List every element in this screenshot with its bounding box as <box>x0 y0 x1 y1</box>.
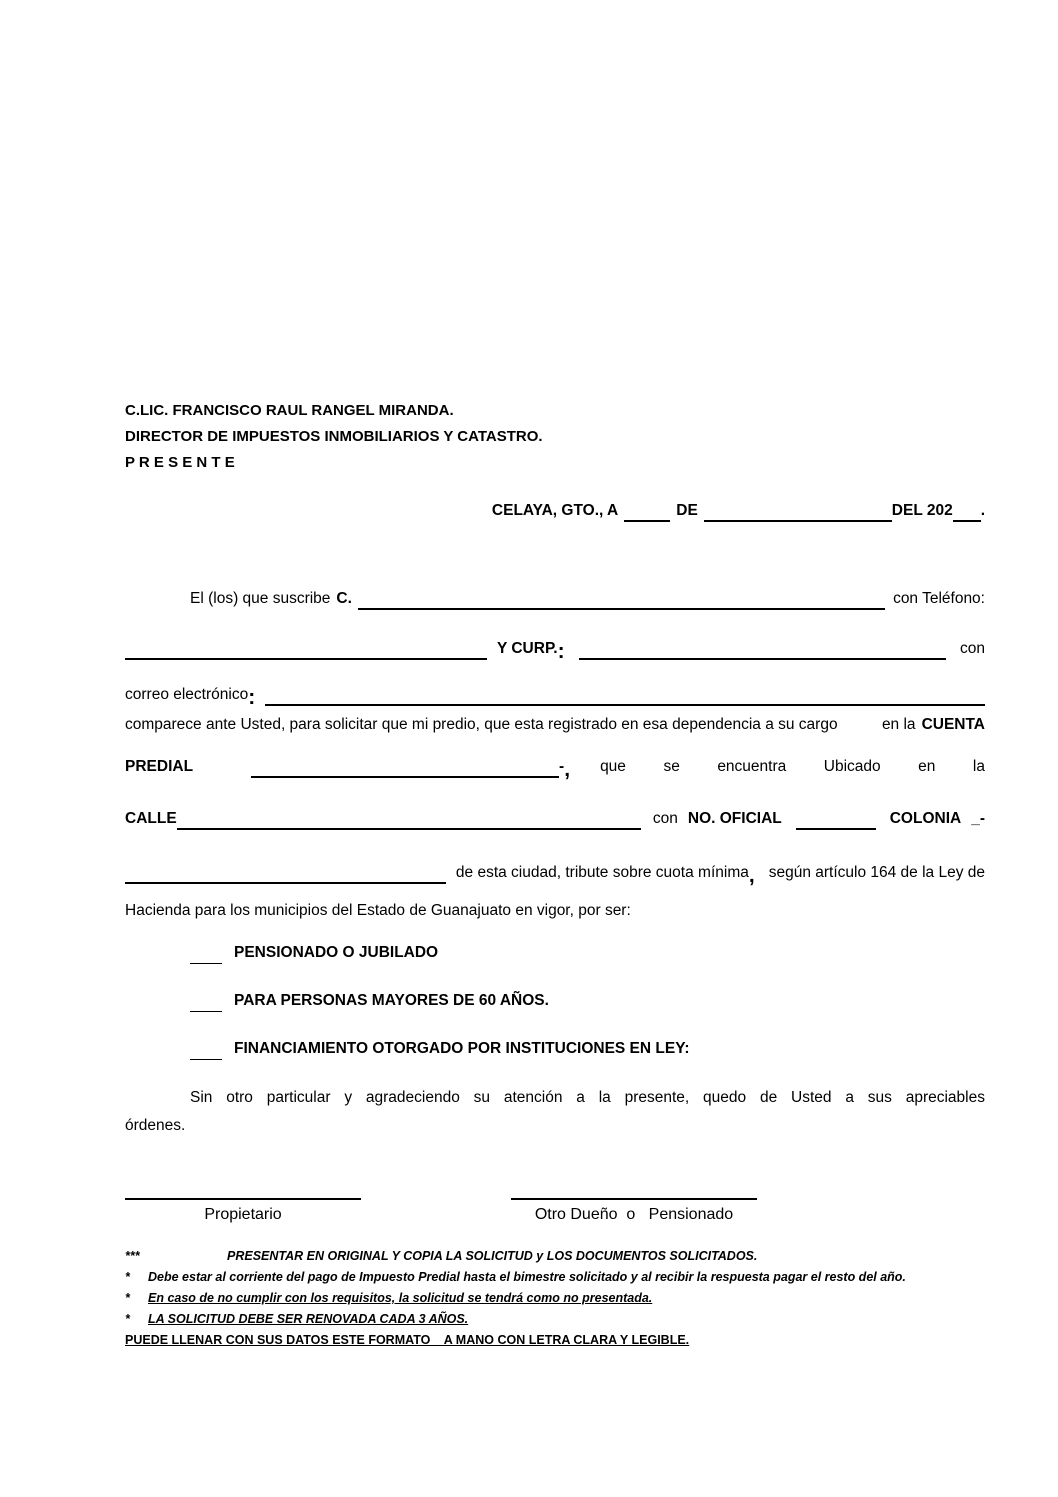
suscribe-text: El (los) que suscribe <box>190 590 331 607</box>
footnote-3-text: En caso de no cumplir con los requisitos, la solicitud se tendrá como no presentada. <box>148 1291 653 1305</box>
word-que: que <box>600 758 626 775</box>
c-label: C. <box>336 590 352 607</box>
signature-line-2 <box>511 1198 757 1200</box>
predial-word: PREDIAL <box>125 758 194 775</box>
recipient-title: DIRECTOR DE IMPUESTOS INMOBILIARIOS Y CATASTRO. <box>125 428 543 445</box>
word-encuentra: encuentra <box>717 758 787 775</box>
date-year-text: DEL 202 <box>891 502 953 519</box>
footnote-2 <box>125 1267 985 1288</box>
date-period: . <box>980 502 985 519</box>
signature-label-1: Propietario <box>204 1206 282 1223</box>
predial-dash: - <box>559 758 565 775</box>
curp-colon: : <box>557 640 565 663</box>
email-blank <box>265 687 985 706</box>
signature-propietario <box>125 1198 361 1224</box>
calle-line <box>125 808 985 830</box>
colonia-word: COLONIA <box>889 810 962 827</box>
hacienda-text: Hacienda para los municipios del Estado de Guanajuato en vigor, por ser: <box>125 902 631 919</box>
colonia-blank <box>125 865 446 884</box>
correo-colon: : <box>248 686 256 709</box>
con-word: con <box>960 640 985 657</box>
numero-oficial-blank <box>796 811 876 830</box>
cuenta-predial-blank <box>251 759 559 778</box>
signature-line-1 <box>125 1198 361 1200</box>
cuenta-word: CUENTA <box>921 716 985 733</box>
comparece-text: comparece ante Usted, para solicitar que mi predio, que esta registrado en esa dependencia a su cargo <box>125 716 838 733</box>
request-line <box>125 714 985 736</box>
footnote-1-text: PRESENTAR EN ORIGINAL Y COPIA LA SOLICITUD y LOS DOCUMENTOS SOLICITADOS. <box>227 1249 758 1263</box>
option-3-label: FINANCIAMIENTO OTORGADO POR INSTITUCIONES EN LEY: <box>234 1040 690 1057</box>
footnote-2-text: Debe estar al corriente del pago de Impuesto Predial hasta el bimestre solicitado y al recibir la respuesta pagar el resto del año. <box>148 1270 906 1284</box>
word-se: se <box>663 758 680 775</box>
date-de-text: DE <box>676 502 698 519</box>
footnote-2-bullet: * <box>125 1270 130 1284</box>
signature-otro-dueno <box>511 1198 757 1224</box>
segun-text: según artículo 164 de la Ley de <box>768 864 985 881</box>
footnote-1 <box>125 1246 985 1267</box>
minima-comma: , <box>748 864 755 887</box>
footnote-5-text: PUEDE LLENAR CON SUS DATOS ESTE FORMATO A MANO CON LETRA CLARA Y LEGIBLE. <box>125 1333 690 1347</box>
no-oficial-text: NO. OFICIAL <box>687 810 782 827</box>
footnote-4-text: LA SOLICITUD DEBE SER RENOVADA CADA 3 AÑOS. <box>148 1312 469 1326</box>
date-day-blank <box>624 503 670 522</box>
word-la: la <box>972 758 985 775</box>
option-1-blank <box>190 946 222 964</box>
footnotes <box>125 1246 985 1351</box>
name-blank <box>358 591 885 610</box>
closing-paragraph <box>125 1084 985 1140</box>
option-3-blank <box>190 1042 222 1060</box>
word-ubicado: Ubicado <box>823 758 881 775</box>
option-1-label: PENSIONADO O JUBILADO <box>234 944 439 961</box>
y-curp-text: Y CURP. <box>497 640 558 657</box>
correo-label: correo electrónico <box>125 686 249 703</box>
footnote-4-bullet: * <box>125 1312 130 1326</box>
curp-blank <box>579 641 946 660</box>
calle-word: CALLE <box>125 810 177 827</box>
ubicado-phrase <box>570 756 985 778</box>
closing-line-2: órdenes. <box>125 1117 186 1134</box>
date-city-text: CELAYA, GTO., A <box>491 502 619 519</box>
recipient-name: C.LIC. FRANCISCO RAUL RANGEL MIRANDA. <box>125 402 454 419</box>
option-2-label: PARA PERSONAS MAYORES DE 60 AÑOS. <box>234 992 549 1009</box>
con-telefono-text: con Teléfono: <box>893 590 985 607</box>
footnote-4 <box>125 1309 985 1330</box>
curp-line <box>125 638 985 663</box>
hacienda-line <box>125 900 985 922</box>
addressee-block <box>125 398 985 476</box>
option-pensionado <box>125 942 985 964</box>
closing-line-1: Sin otro particular y agradeciendo su atención a la presente, quedo de Usted a sus apreciables <box>190 1089 985 1106</box>
date-year-blank <box>953 503 981 522</box>
cuenta-predial-line <box>125 756 985 781</box>
footnote-5 <box>125 1330 985 1351</box>
date-month-blank <box>704 503 892 522</box>
predial-comma: , <box>564 758 571 781</box>
date-line <box>125 500 985 522</box>
footnote-3-bullet: * <box>125 1291 130 1305</box>
footnote-3 <box>125 1288 985 1309</box>
en-la-text: en la <box>881 716 916 733</box>
ciudad-line <box>125 862 985 887</box>
option-mayores-60 <box>125 990 985 1012</box>
salutation-presente: P R E S E N T E <box>125 454 235 471</box>
calle-blank <box>177 811 641 830</box>
email-line <box>125 684 985 709</box>
con-word2: con <box>652 810 678 827</box>
word-en: en <box>918 758 936 775</box>
footnote-1-bullet: *** <box>125 1249 140 1263</box>
telefono-blank <box>125 641 487 660</box>
signature-block <box>125 1198 985 1224</box>
subscriber-line <box>125 588 985 610</box>
option-2-blank <box>190 994 222 1012</box>
ciudad-text: de esta ciudad, tribute sobre cuota mínima <box>455 864 749 881</box>
colonia-tail: _- <box>971 810 985 827</box>
option-financiamiento <box>125 1038 985 1060</box>
signature-label-2: Otro Dueño o Pensionado <box>534 1206 734 1223</box>
